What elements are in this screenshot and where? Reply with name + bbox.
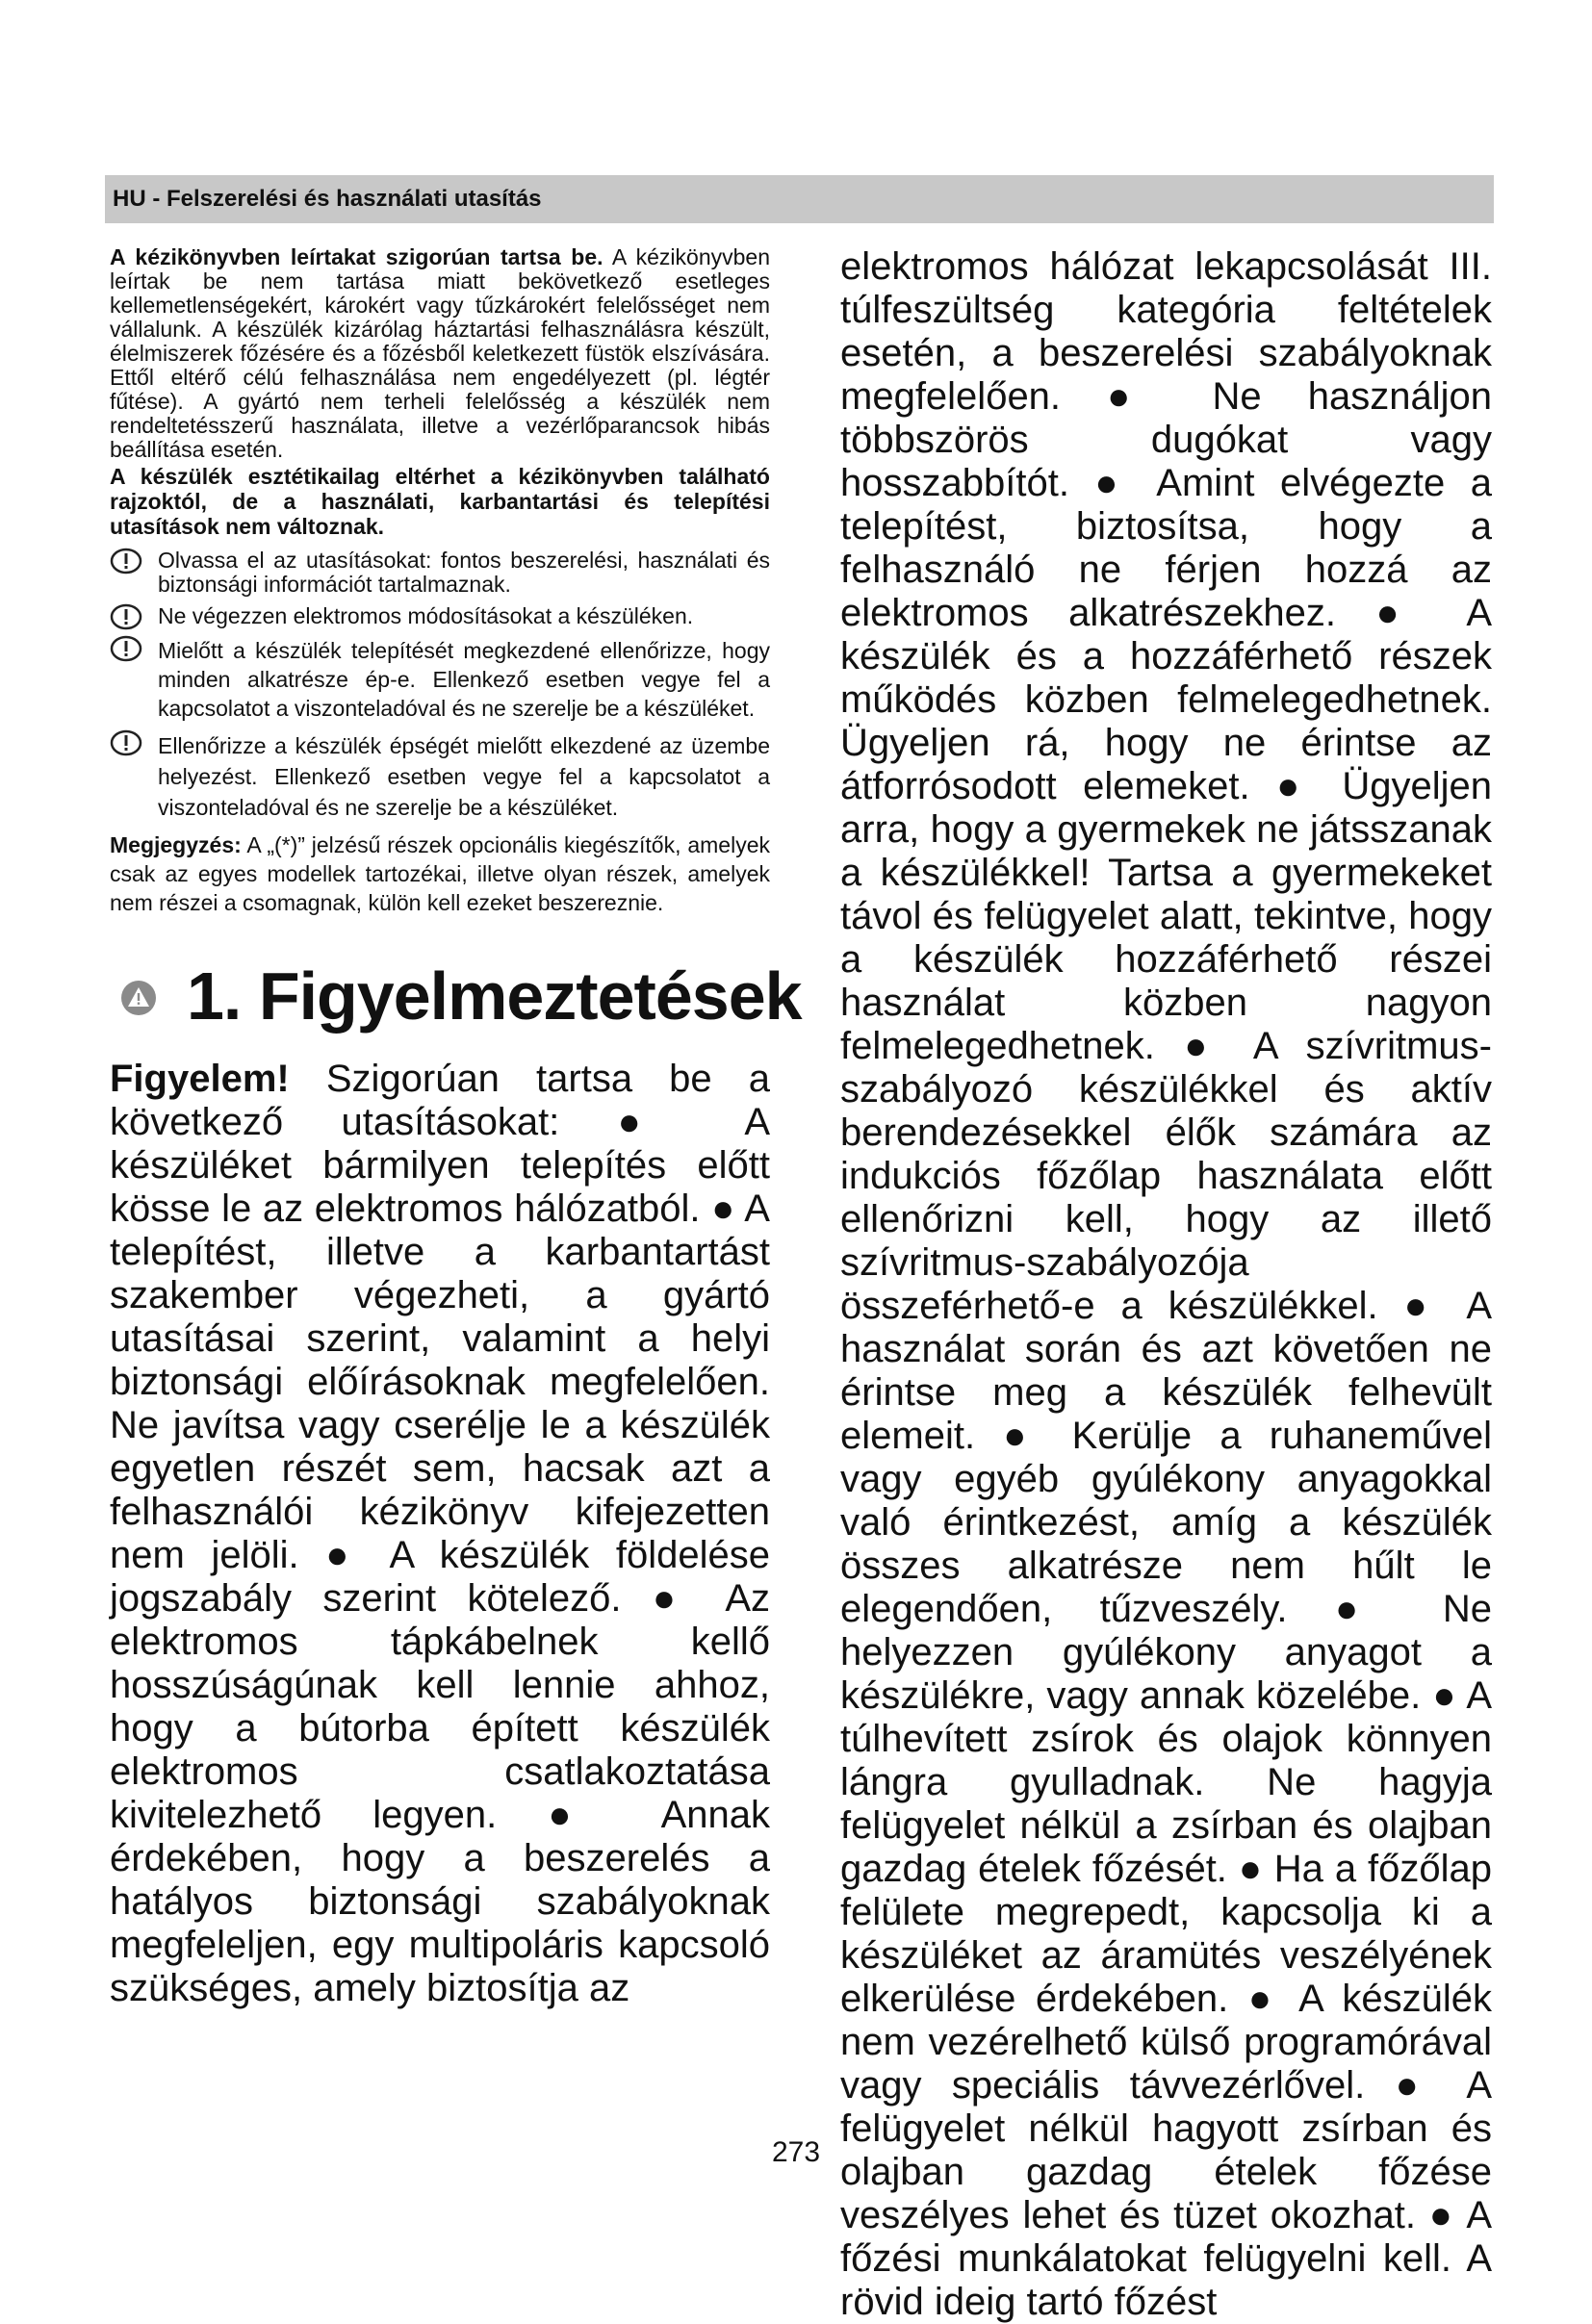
warning-item	[110, 604, 770, 628]
note-text: A „(*)” jelzésű részek opcionális kiegészítők, amelyek csak az egyes modellek tartozékai, illetve olyan részek, amelyek nem részei a csomagnak, külön kell ezeket beszereznie.	[110, 832, 770, 915]
intro-paragraph	[110, 245, 770, 462]
warning-circle-icon	[110, 634, 142, 670]
warning-item	[110, 549, 770, 597]
warning-item	[110, 636, 770, 723]
note-paragraph	[110, 830, 770, 917]
intro-text: A kézikönyvben leírtak be nem tartása miatt bekövetkező esetleges kellemetlenségekért, károkért vagy tűzkárokért felelősséget nem vállalunk. A készülék kizárólag háztartási felhasználásra készült, élelmiszerek főzésére és a főzésből keletkezett füstök elszívására. Ettől eltérő célú felhasználása nem engedélyezett (pl. légtér fűtése). A gyártó nem terheli felelősség a készülék nem rendeltetésszerű használata, illetve a vezérlőparancsok hibás beállítása esetén.	[110, 244, 770, 462]
section-left-body: Szigorúan tartsa be a következő utasításokat: ● A készüléket bármilyen telepítés előtt kösse le az elektromos hálózatból. ● A telepítést, illetve a karbantartást szakember végezheti, a gyártó utasításai szerint, valamint a helyi biztonsági előírásoknak megfelelően. Ne javítsa vagy cserélje le a készülék egyetlen részét sem, hacsak azt a felhasználói kézikönyv kifejezetten nem jelöli. ● A készülék földelése jogszabály szerint kötelező. ● Az elektromos tápkábelnek kellő hosszúságúnak kell lennie ahhoz, hogy a bútorba épített készülék elektromos csatlakoztatása kivitelezhető legyen. ● Annak érdekében, hogy a beszerelés a hatályos biztonsági szabályoknak megfeleljen, egy multipoláris kapcsoló szükséges, amely biztosítja az	[110, 1058, 770, 2009]
intro-bold-paragraph: A készülék esztétikailag eltérhet a kézikönyvben található rajzoktól, de a használati, karbantartási és telepítési utasítások nem változnak.	[110, 464, 770, 539]
note-label: Megjegyzés:	[110, 832, 242, 857]
warning-circle-icon	[110, 728, 142, 765]
section-title: 1. Figyelmeztetések	[187, 958, 802, 1034]
page-number: 273	[771, 2136, 821, 2168]
warning-text: Ellenőrizze a készülék épségét mielőtt elkezdené az üzembe helyezést. Ellenkező esetben vegye fel a kapcsolatot a viszonteladóval és ne szerelje be a készüléket.	[158, 733, 770, 820]
right-column	[840, 245, 1492, 2324]
warning-text: Ne végezzen elektromos módosításokat a készüléken.	[158, 603, 694, 628]
left-column	[110, 244, 802, 2010]
warning-triangle-icon	[119, 979, 158, 1022]
warning-text: Mielőtt a készülék telepítését megkezdené ellenőrizze, hogy minden alkatrésze ép-e. Ellenkező esetben vegye fel a kapcsolatot a viszonteladóval és ne szerelje be a készüléket.	[158, 638, 770, 721]
warning-item	[110, 730, 770, 823]
intro-bold-lead: A kézikönyvben leírtakat szigorúan tartsa be.	[110, 244, 603, 269]
section-heading	[110, 956, 802, 1042]
warning-circle-icon	[110, 602, 142, 636]
page-header	[105, 175, 1494, 223]
warning-text: Olvassa el az utasításokat: fontos beszerelési, használati és biztonsági információt tartalmaznak.	[158, 548, 770, 597]
warning-circle-icon	[110, 547, 142, 580]
section-right-text: elektromos hálózat lekapcsolását III. túlfeszültség kategória feltételek esetén, a beszerelési szabályoknak megfelelően. ● Ne használjon többszörös dugókat vagy hosszabbítót. ● Amint elvégezte a telepítést, biztosítsa, hogy a felhasználó ne férjen hozzá az elektromos alkatrészekhez. ● A készülék és a hozzáférhető részek működés közben felmelegedhetnek. Ügyeljen rá, hogy ne érintse az átforrósodott elemeket. ● Ügyeljen arra, hogy a gyermekek ne játsszanak a készülékkel! Tartsa a gyermekeket távol és felügyelet alatt, tekintve, hogy a készülék hozzáférhető részei használat közben nagyon felmelegedhetnek. ● A szívritmus-szabályozó készülékkel és aktív berendezésekkel élők számára az indukciós főzőlap használata előtt ellenőrizni kell, hogy az illető szívritmus-szabályozója összeférhető-e a készülékkel. ● A használat során és azt követően ne érintse meg a készülék felhevült elemeit. ● Kerülje a ruhaneművel vagy egyéb gyúlékony anyagokkal való érintkezést, amíg a készülék összes alkatrésze nem hűlt le elegendően, tűzveszély. ● Ne helyezzen gyúlékony anyagot a készülékre, vagy annak közelébe. ● A túlhevített zsírok és olajok könnyen lángra gyulladnak. Ne hagyja felügyelet nélkül a zsírban és olajban gazdag ételek főzését. ● Ha a főzőlap felülete megrepedt, kapcsolja ki a készüléket az áramütés veszélyének elkerülése érdekében. ● A készülék nem vezérelhető külső programórával vagy speciális távvezérlővel. ● A felügyelet nélkül hagyott zsírban és olajban gazdag ételek főzése veszélyes lehet és tüzet okozhat. ● A főzési munkálatokat felügyelni kell. A rövid ideig tartó főzést	[840, 245, 1492, 2323]
header-title: HU - Felszerelési és használati utasítás	[113, 186, 542, 212]
section-left-text	[110, 1058, 770, 2010]
section-lead: Figyelem!	[110, 1058, 290, 1100]
